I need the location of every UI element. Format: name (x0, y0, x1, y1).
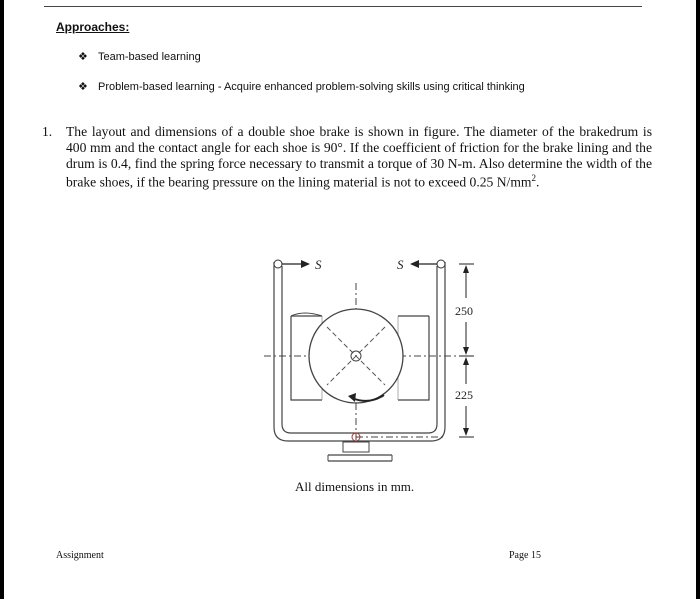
approach-item-label: Team-based learning (98, 50, 201, 63)
figure-caption: All dimensions in mm. (295, 479, 415, 494)
approach-item-label: Problem-based learning - Acquire enhanced problem-solving skills using critical thinking (98, 80, 525, 93)
document-page (4, 0, 696, 599)
force-right-label: S (397, 257, 404, 272)
question-number: 1. (42, 124, 53, 139)
right-arrowhead (410, 260, 419, 268)
dimension-250: 250 (455, 304, 473, 318)
dimension-225: 225 (455, 388, 473, 402)
question-end: . (535, 174, 540, 190)
force-left-label: S (315, 257, 322, 272)
pivot-support (343, 442, 369, 452)
question-body: The layout and dimensions of a double shoe brake is shown in figure. The diameter of the brakedrum is 400 mm and the contact angle for each shoe is 90°. If the coefficient of friction for the brake lining and the drum is 0.4, find the spring force necessary to transmit a torque of 30 N-m. Also determine the width of the brake shoes, if the bearing pressure on the lining material is not to exceed 0.25 N/mm (66, 124, 652, 190)
approaches-heading: Approaches: (56, 20, 130, 34)
page-number: Page 15 (509, 550, 541, 561)
unit-superscript: 2 (531, 173, 536, 184)
left-pin (274, 260, 282, 268)
footer-label: Assignment (56, 550, 104, 561)
diamond-bullet-icon: ❖ (78, 51, 88, 63)
diamond-bullet-icon: ❖ (78, 81, 88, 93)
brake-figure (4, 0, 696, 599)
left-arrowhead (301, 260, 310, 268)
right-pin (437, 260, 445, 268)
